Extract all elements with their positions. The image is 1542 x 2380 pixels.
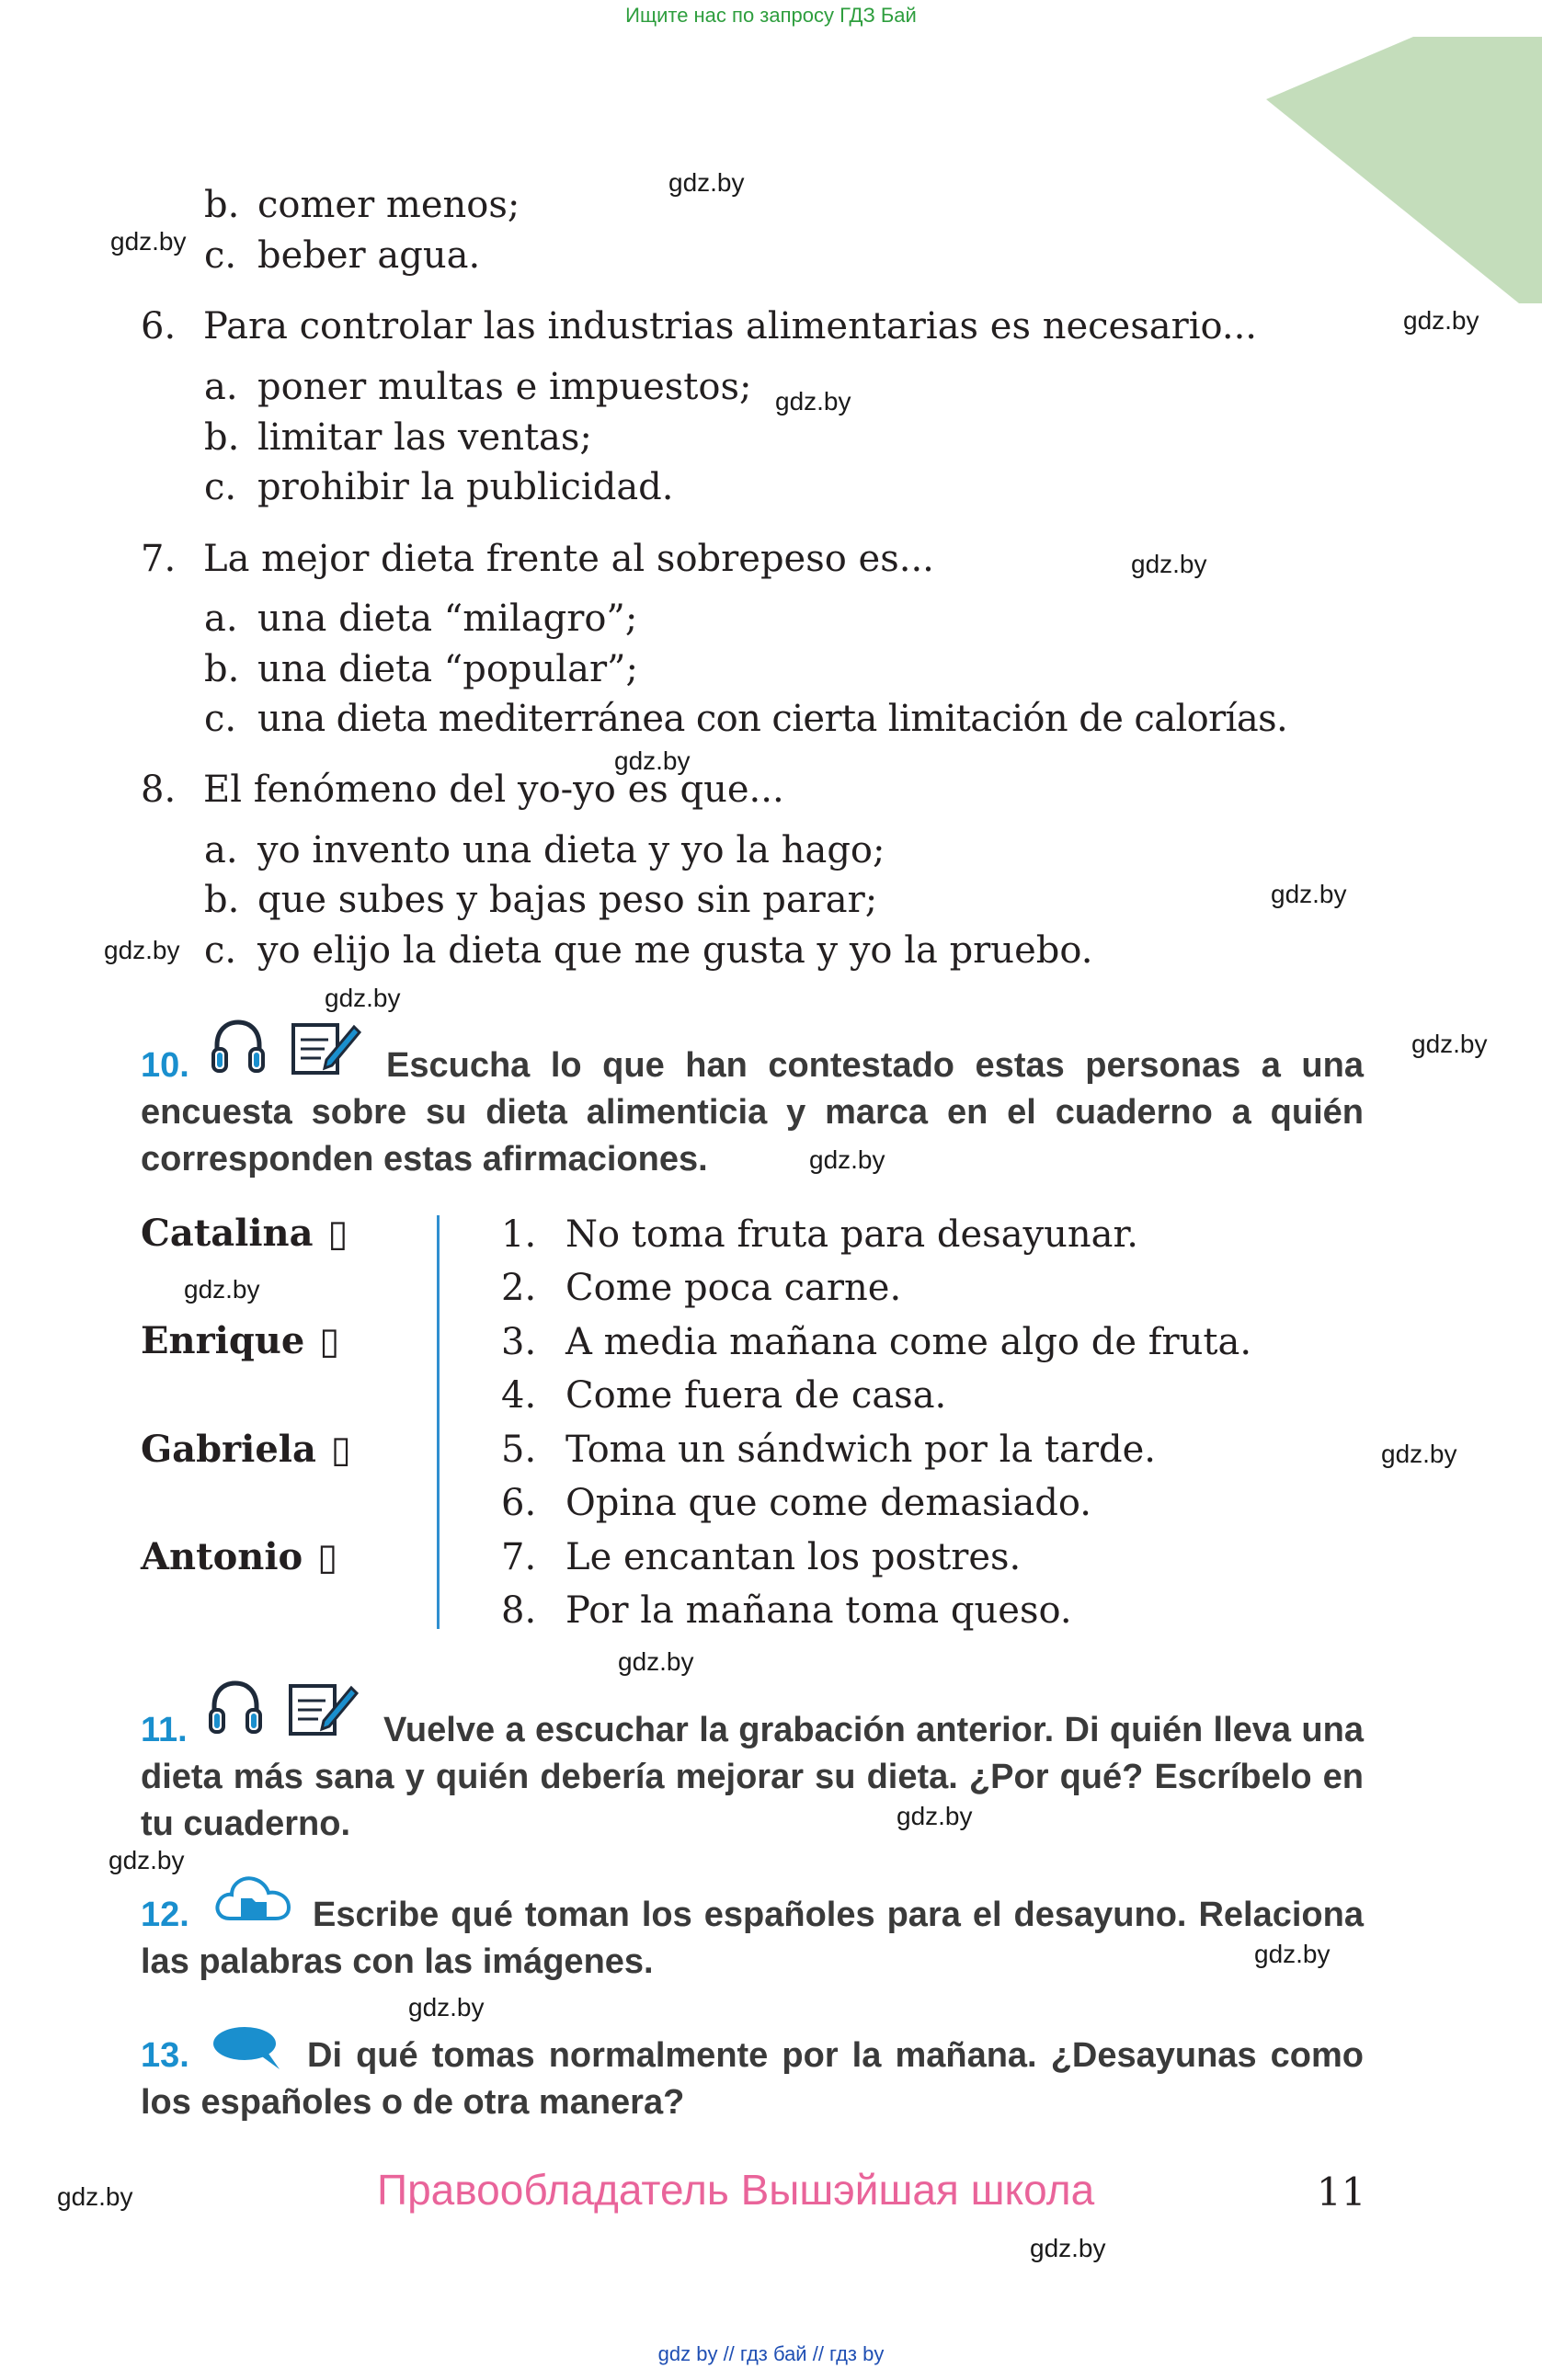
statement-number: 8.: [501, 1589, 537, 1632]
option-letter: b.: [204, 879, 240, 921]
watermark: gdz.by: [618, 1647, 694, 1676]
watermark: gdz.by: [1411, 1030, 1488, 1058]
statement-4: [501, 1374, 946, 1417]
name-antonio: [141, 1535, 337, 1578]
option-text: limitar las ventas;: [257, 416, 592, 459]
watermark: gdz.by: [104, 936, 180, 964]
question-number: 8.: [141, 769, 177, 811]
statement-text: Opina que come demasiado.: [565, 1482, 1091, 1524]
task-text: Escucha lo que han contestado estas personas a una encuesta sobre su dieta alimenticia y marca en el cuaderno a quién corresponden estas afirmaciones.: [141, 1046, 1364, 1179]
statement-number: 4.: [501, 1374, 537, 1417]
watermark: gdz.by: [1254, 1940, 1331, 1968]
copyright-notice: Правообладатель Вышэйшая школа: [377, 2166, 1095, 2214]
task-number: 10.: [141, 1046, 189, 1085]
task-text: Di qué tomas normalmente por la mañana. ¿Desayunas como los españoles o de otra manera?: [141, 2036, 1364, 2122]
question-number: 6.: [141, 305, 177, 347]
statement-number: 7.: [501, 1536, 537, 1578]
answer-box: ▯: [330, 1429, 351, 1471]
option-text: prohibir la publicidad.: [257, 466, 674, 508]
watermark: gdz.by: [775, 387, 851, 416]
option-letter: b.: [204, 184, 240, 226]
option-letter: a.: [204, 598, 238, 640]
q6-option-c: [204, 466, 673, 508]
statement-5: [501, 1429, 1156, 1471]
option-text: una dieta “milagro”;: [257, 598, 638, 640]
task-text: Vuelve a escuchar la grabación anterior. Di quién lleva una dieta más sana y quién debería mejorar su dieta. ¿Por qué? Escríbelo en tu cuaderno.: [141, 1711, 1364, 1843]
statement-text: A media mañana come algo de fruta.: [565, 1321, 1252, 1363]
q7-option-c: [204, 698, 1287, 740]
option-letter: c.: [204, 929, 237, 972]
q6-option-a: [204, 366, 751, 408]
option-text: que subes y bajas peso sin parar;: [257, 879, 878, 921]
question-text: El fenómeno del yo-yo es que...: [203, 769, 784, 811]
question-text: La mejor dieta frente al sobrepeso es...: [203, 538, 934, 580]
task-10-instruction: [141, 1042, 1364, 1183]
task-number: 12.: [141, 1896, 189, 1934]
page-number: 11: [1317, 2169, 1366, 2215]
option-text: poner multas e impuestos;: [257, 366, 752, 408]
option-letter: b.: [204, 416, 240, 459]
q5-option-c: [204, 234, 480, 277]
watermark: gdz.by: [1381, 1440, 1457, 1468]
option-text: comer menos;: [257, 184, 520, 226]
question-6: [141, 305, 1257, 347]
name-text: Enrique: [141, 1319, 305, 1362]
watermark: gdz.by: [57, 2182, 133, 2211]
statement-text: Come fuera de casa.: [565, 1374, 947, 1417]
watermark: gdz.by: [325, 984, 401, 1012]
statement-7: [501, 1536, 1021, 1578]
q5-option-b: [204, 184, 520, 226]
corner-decoration: [1266, 37, 1542, 303]
answer-box: ▯: [319, 1320, 340, 1362]
option-letter: b.: [204, 648, 240, 690]
statement-8: [501, 1589, 1072, 1632]
statement-text: Por la mañana toma queso.: [565, 1589, 1072, 1632]
watermark: gdz.by: [1131, 550, 1207, 578]
task-11-instruction: [141, 1707, 1364, 1848]
q7-option-b: [204, 648, 638, 690]
option-text: una dieta mediterránea con cierta limitación de calorías.: [257, 698, 1288, 740]
statement-number: 5.: [501, 1429, 537, 1471]
top-banner[interactable]: Ищите нас по запросу ГДЗ Бай: [625, 4, 917, 27]
watermark: gdz.by: [184, 1275, 260, 1304]
q7-option-a: [204, 598, 637, 640]
task-number: 11.: [141, 1711, 188, 1749]
watermark: gdz.by: [1030, 2234, 1106, 2262]
option-text: yo elijo la dieta que me gusta y yo la pruebo.: [257, 929, 1093, 972]
watermark: gdz.by: [614, 746, 691, 775]
name-catalina: [141, 1212, 348, 1255]
statement-text: No toma fruta para desayunar.: [565, 1213, 1138, 1256]
option-text: una dieta “popular”;: [257, 648, 638, 690]
name-gabriela: [141, 1428, 351, 1471]
watermark: gdz.by: [408, 1993, 485, 2021]
statement-number: 1.: [501, 1213, 537, 1256]
watermark: gdz.by: [1271, 880, 1347, 908]
q6-option-b: [204, 416, 592, 459]
statement-3: [501, 1321, 1251, 1363]
q8-option-b: [204, 879, 877, 921]
column-divider: [437, 1215, 440, 1629]
task-text: Escribe qué toman los españoles para el desayuno. Relaciona las palabras con las imágenes.: [141, 1896, 1364, 1981]
watermark: gdz.by: [110, 227, 187, 256]
name-text: Antonio: [141, 1535, 303, 1578]
watermark: gdz.by: [1403, 306, 1479, 335]
answer-box: ▯: [317, 1536, 338, 1578]
statement-number: 6.: [501, 1482, 537, 1524]
statement-2: [501, 1267, 901, 1309]
task-13-instruction: [141, 2033, 1364, 2126]
q8-option-c: [204, 929, 1092, 972]
option-text: beber agua.: [257, 234, 481, 277]
statement-1: [501, 1213, 1138, 1256]
q8-option-a: [204, 829, 885, 871]
bottom-links[interactable]: gdz by // гдз бай // гдз by: [657, 2342, 885, 2365]
name-enrique: [141, 1319, 339, 1362]
question-number: 7.: [141, 538, 177, 580]
option-letter: c.: [204, 234, 237, 277]
name-text: Catalina: [141, 1212, 314, 1255]
statement-text: Le encantan los postres.: [565, 1536, 1022, 1578]
option-letter: c.: [204, 466, 237, 508]
statement-6: [501, 1482, 1091, 1524]
watermark: gdz.by: [109, 1846, 185, 1874]
option-letter: a.: [204, 366, 238, 408]
name-text: Gabriela: [141, 1428, 316, 1471]
watermark: gdz.by: [809, 1145, 885, 1174]
statement-text: Toma un sándwich por la tarde.: [565, 1429, 1156, 1471]
task-12-instruction: [141, 1892, 1364, 1986]
question-7: [141, 538, 934, 580]
answer-box: ▯: [327, 1213, 348, 1255]
option-text: yo invento una dieta y yo la hago;: [257, 829, 885, 871]
statement-text: Come poca carne.: [565, 1267, 902, 1309]
watermark: gdz.by: [897, 1802, 973, 1830]
option-letter: c.: [204, 698, 237, 740]
watermark: gdz.by: [668, 168, 745, 197]
statement-number: 3.: [501, 1321, 537, 1363]
task-number: 13.: [141, 2036, 189, 2075]
statement-number: 2.: [501, 1267, 537, 1309]
option-letter: a.: [204, 829, 238, 871]
question-text: Para controlar las industrias alimentarias es necesario...: [203, 305, 1258, 347]
